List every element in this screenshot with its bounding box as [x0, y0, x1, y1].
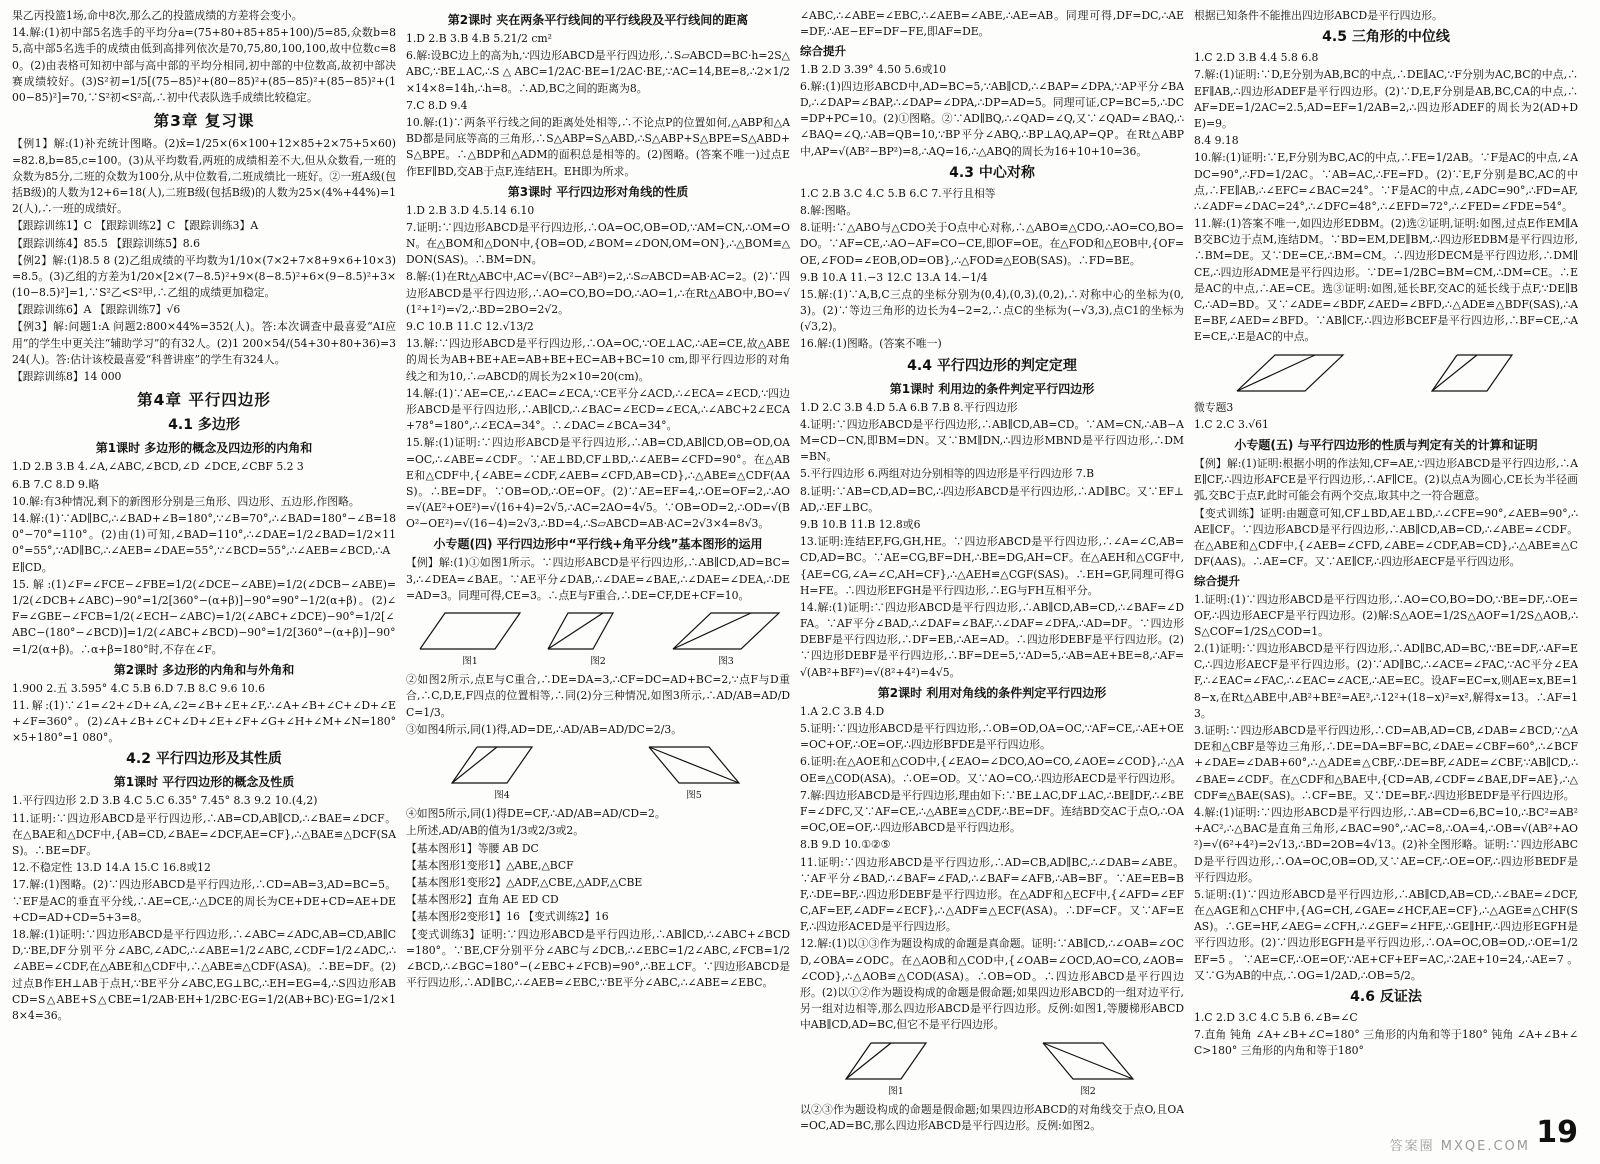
answer-paragraph: 11.证明:∵四边形ABCD是平行四边形,∴AB=CD,AB∥CD,∴∠BAE=∠DCF。在△BAE和△DCF中,{AB=CD,∠BAE=∠DCF,AE=CF},∴△BAE≌△DCF(SAS)。∴BE=DF。 [12, 811, 396, 857]
answer-paragraph: 1.C 2.D 3.C 4.C 5.B 6.∠B=∠C [1194, 1011, 1358, 1024]
answer-paragraph: 10.解:(1)证明:∵E,F分别为BC,AC的中点,∴FE=1/2AB。∵F是AC的中点,∠ADC=90°,∴FD=1/2AC。∵AB=AC,∴FE=FD。(2)∵E,F分别是BC,AC的中点,∴FE∥AB,∴∠EFC=∠BAC=24°。∵F是AC的中点,∠ADC=90°,∴FD=AF,∴∠ADF=∠DAC=24°,∴∠DFC=48°,∴∠EFD=72°,∴∠FED=∠FDE=54°。 [1194, 151, 1578, 213]
figure-caption: 图2 [590, 656, 606, 667]
figure-caption: 图4 [494, 790, 510, 801]
figure-line [673, 613, 779, 649]
answer-paragraph: 12.不稳定性 13.D 14.A 15.C 16.8或12 [12, 861, 211, 875]
figure-line [1432, 355, 1512, 391]
lesson-heading: 第1课时 平行四边形的概念及性质 [113, 775, 295, 790]
sub-heading: 综合提升 [800, 44, 846, 59]
answer-paragraph: 果乙丙投篮1场,命中8次,那么乙的投篮成绩的方差将会变小。 [12, 9, 303, 22]
answer-paragraph: 【基本图形2变形1】16 【变式训练2】16 [406, 910, 609, 924]
figure-line [1237, 355, 1343, 391]
column-4 [1194, 8, 1578, 1148]
answer-paragraph: 8.证明:∵AB=CD,AD=BC,∴四边形ABCD是平行四边形,∴AD∥BC。又∵EF⊥AD,∴EF⊥BC。 [800, 484, 1184, 514]
figure [543, 607, 653, 669]
answer-paragraph: ②如图2所示,点E与C重合,∴DE=DA=3,∴CF=DC=AD+BC=2,∵点F与D重合,∴C,D,E,F四点的位置相等,∴同(2)分三种情况,如图3所示,∴AD/AB=AD/DC=1/3。 [406, 673, 790, 719]
geometry-figure [1427, 349, 1537, 397]
answer-paragraph: 14.解:(1)∵AD∥BC,∴∠BAD+∠B=180°,∵∠B=70°,∴∠BAD=180°−∠B=180°−70°=110°。(2)由(1)可知,∠BAD=110°,∴∠DAE=1/2∠BAD=1/2×110°=55°,∵AD∥BC,∴∠AEB=∠DAE=55°,∵∠BCD=55°,∴∠AEB=∠BCD,∴AE∥CD。 [12, 512, 396, 574]
answer-paragraph: 【例2】解:(1)8.5 8 (2)乙组成绩的平均数为1/10×(7×2+7×8+9×6+10×3)=8.5。(3)乙组的方差为1/20×[2×(7−8.5)²+9×(8−8.5)²+6×(9−8.5)²+3×(10−8.5)²]=1,∵S²乙<S²甲,∴乙组的成绩更加稳定。 [12, 253, 396, 300]
answer-paragraph: ③如图4所示,同(1)得,AD=DE,∴AD/AB=AD/DC=2/3。 [406, 722, 683, 736]
lesson-heading: 小专题(五) 与平行四边形的性质与判定有关的计算和证明 [1234, 437, 1538, 452]
answer-paragraph: 【例3】解:问题1:A 问题2:800×44%=352(人)。答:本次调查中最喜爱“AI应用”的学生中更关注“辅助学习”的有32人。(2)1 200×54/(54+30+80+36)=324(人)。答:估计该校最喜爱“科普讲座”的学生有324人。 [12, 320, 396, 366]
sub-heading: 综合提升 [1194, 574, 1240, 589]
figure-row [800, 1037, 1184, 1099]
answer-paragraph: 【基本图形1变形2】△ADF,△CBE,△ADF,△CBE [406, 876, 643, 889]
answer-paragraph: ∠ABC,∴∠ABE=∠EBC,∴∠AEB=∠ABE,∴AE=AB。同理可得,DF=DC,∴AE=DF,∴AE−EF=DF−FE,即AF=DE。 [800, 9, 1184, 39]
lesson-heading: 第1课时 利用边的条件判定平行四边形 [889, 381, 1095, 396]
answer-paragraph: 1.平行四边形 2.D 3.B 4.C 5.C 6.35° 7.45° 8.3 9.2 10.(4,2) [12, 794, 318, 808]
answer-paragraph: 4.证明:∵四边形ABCD是平行四边形,∴AB∥CD,AB=CD。∵AM=CN,∴AB−AM=CD−CN,即BM=DN。又∵BM∥DN,∴四边形MBND是平行四边形,∴DM=BN。 [800, 417, 1184, 464]
answer-paragraph: 18.解:(1)证明:∵四边形ABCD是平行四边形,∴∠ABC=∠ADC,AB=CD,AB∥CD,∵BE,DF分别平分∠ABC,∠ADC,∴∠ABE=1/2∠ABC,∠CDF=1/2∠ADC,∴∠ABE=∠CDF,在△ABE和△CDF中,∴△ABE≌△CDF(ASA)。∴BE=DF。(2)过点B作EH⊥AB于点H,∵BE平分∠ABC,EG⊥BC,∴EH=EG=4,∴S四边形ABCD=S△ABE+S△CBE=1/2AB·EH+1/2BC·EG=1/2(AB+BC)·EG=1/2×18×4=36。 [12, 927, 396, 1022]
geometry-figure [671, 607, 781, 655]
answer-paragraph: 【例】解:(1)证明:根据小明的作法知,CF=AE,∵四边形ABCD是平行四边形,∴AE∥CF,∴四边形AFCE是平行四边形,∴AF∥CE。(2)以点A为圆心,CE长为半径画弧,交BC于点F,此时可能会有两个交点,取其中之一符合题意。 [1194, 456, 1578, 503]
figure-row [1194, 349, 1578, 397]
answer-paragraph: 2.(1)证明:∵四边形ABCD是平行四边形,∴AD∥BC,AD=BC,∵BE=DF,∴AF=EC,∴四边形AECF是平行四边形。(2)∵AD∥BC,∴∠ACE=∠FAC,∵AC平分∠EAF,∴∠EAC=∠FAC,∴∠EAC=∠ACE,∴AE=EC。设AF=EC=x,则AE=x,BE=18−x,在Rt△ABE中,AB²+BE²=AE²,∴12²+(18−x)²=x²,解得x=13。∴AF=13。 [1194, 642, 1578, 720]
figure-line [548, 613, 603, 649]
geometry-figure [543, 607, 653, 655]
watermark: 答案圈 MXQE.COM [1389, 1139, 1530, 1154]
answer-paragraph: 1.C 2.B 3.C 4.C 5.B 6.C 7.平行且相等 [800, 186, 996, 200]
answer-paragraph: 【变式训练3】证明:∵四边形ABCD是平行四边形,∴AB∥CD,∴∠ABC+∠BCD=180°。∵BE,CF分别平分∠ABC与∠DCB,∴∠EBC=1/2∠ABC,∠FCB=1/2∠BCD,∴∠BGC=180°−(∠EBC+∠FCB)=90°,∴BE⊥CF。∵四边形ABCD是平行四边形,∴AD∥BC,∴∠AEB=∠EBC,∵BE平分∠ABC,∴∠ABE=∠EBC。 [406, 927, 790, 990]
answer-paragraph: 1.C 2.C 3.√61 [1194, 417, 1269, 431]
answer-paragraph: 8.证明:∵△ABO与△CDO关于O点中心对称,∴△ABO≌△CDO,∴AO=CO,BO=DO。∵AF=CE,∴AO−AF=CO−CE,即OF=OE。在△FOD和△EOB中,{OF=OE,∠FOD=∠EOB,OD=OB},∴△FOD≌△EOB(SAS)。∴FD=BE。 [800, 221, 1184, 267]
figure-caption: 图5 [686, 790, 702, 801]
lesson-heading: 第1课时 多边形的概念及四边形的内角和 [95, 441, 313, 456]
answer-paragraph: ④如图5所示,同(1)得DE=CF,∴AD/AB=AD/CD=2。 [406, 807, 666, 821]
figure-line [1237, 355, 1315, 391]
section-heading: 4.1 多边形 [168, 417, 240, 434]
section-heading: 4.5 三角形的中位线 [1322, 29, 1450, 46]
answer-paragraph: 1.900 2.五 3.595° 4.C 5.B 6.D 7.B 8.C 9.6 10.6 [12, 681, 265, 695]
answer-paragraph: 6.B 7.C 8.D 9.略 [12, 477, 100, 491]
figure-row [406, 741, 790, 803]
figure-line [673, 613, 751, 649]
answer-paragraph: 【例1】解:(1)补充统计图略。(2)x̄=1/25×(6×100+12×85+2×75+5×60)=82.8,b=85,c=100。(3)从平均数看,两班的成绩相差不大,但从众数看,一班的众数为85分,二班的众数为100分,从中位数看,二班成绩比一班好。②一班A级(包括B级)的人数为12+6=18(人),二班B级(包括B级)的人数为25×(4%+44%)=12(人),∴一班的成绩好。 [12, 137, 396, 216]
figure-caption: 图1 [462, 656, 478, 667]
answer-paragraph: 【跟踪训练6】A 【跟踪训练7】√6 [12, 303, 181, 317]
figure [1033, 1037, 1143, 1099]
section-heading: 4.3 中心对称 [949, 164, 1035, 181]
answer-paragraph: 1.D 2.C 3.B 4.D 5.A 6.B 7.B 8.平行四边形 [800, 400, 1018, 414]
answer-paragraph: 根据已知条件不能推出四边形ABCD是平行四边形。 [1194, 9, 1443, 22]
answer-paragraph: 【例】解:(1)①如图1所示。∵四边形ABCD是平行四边形,∴AB∥CD,AD=BC=3,∴∠DEA=∠BAE。∵AE平分∠DAB,∴∠DAE=∠BAE,∴∠DAE=∠DEA,∴DE=AD=3。同理可得,CE=3。∴点E与F重合,∴DE=CF,DE+CF=10。 [406, 556, 790, 602]
figure [639, 741, 749, 803]
section-heading: 4.2 平行四边形及其性质 [126, 751, 282, 768]
figure-caption: 图3 [718, 656, 734, 667]
figure [1427, 349, 1537, 397]
answer-paragraph: 11.证明:∵四边形ABCD是平行四边形,∴AD=CB,AD∥BC,∴∠DAB=∠ABE。∵AF平分∠BAD,∴∠BAF=∠FAD,∴∠BAF=∠AFB,∴AB=BF。∵AE=EB=BF,∴DE=BF,∴四边形DEBF是平行四边形。在△ADF和△ECF中,{∠AFD=∠EFC,AF=EF,∠ADF=∠ECF},∴△ADF≌△ECF(ASA)。∴DF=CF。又∵AF=EF,∴四边形ACED是平行四边形。 [800, 855, 1184, 934]
figure-line [452, 747, 532, 783]
answer-paragraph: 1.证明:(1)∵四边形ABCD是平行四边形,∴AO=CO,BO=DO,∵BE=DF,∴OE=OF,∴四边形AECF是平行四边形。(2)解:S△AOE=1/2S△AOF=1/2S△AOB,∴S△COF=1/2S△COD=1。 [1194, 592, 1578, 638]
figure-line [846, 1043, 926, 1079]
figure-line [1043, 1043, 1133, 1079]
section-heading: 4.4 平行四边形的判定定理 [907, 357, 1077, 374]
chapter-heading: 第4章 平行四边形 [137, 391, 271, 410]
answer-paragraph: 7.直角 钝角 ∠A+∠B+∠C=180° 三角形的内角和等于180° 钝角 ∠A+∠B+∠C>180° 三角形的内角和等于180° [1194, 1028, 1578, 1058]
answer-paragraph: 7.C 8.D 9.4 [406, 98, 468, 112]
lesson-heading: 小专题(四) 平行四边形中“平行线+角平分线”基本图形的运用 [433, 537, 763, 552]
geometry-figure [1033, 1037, 1143, 1085]
answer-paragraph: 6.解:设BC边上的高为h,∵四边形ABCD是平行四边形,∴S▱ABCD=BC·h=2S△ABC,∵BE⊥AC,∴S△ABC=1/2AC·BE=1/2AC·BE,∵AC=14,BE=8,∴2×1/2×14×8=14h,∴h=8。∴AD,BC之间的距离为8。 [406, 49, 790, 95]
column-3 [800, 8, 1184, 1148]
geometry-figure [1235, 349, 1345, 397]
answer-paragraph: 9.C 10.B 11.C 12.√13/2 [406, 320, 534, 333]
answer-paragraph: 1.A 2.C 3.B 4.D [800, 704, 885, 718]
answer-paragraph: 7.解:四边形ABCD是平行四边形,理由如下:∵BE⊥AC,DF⊥AC,∴BE∥DF,∴∠BEF=∠DFC,又∵AF=CE,∴△ABE≌△CDF,∴BE=DF。连结BD交AC于点O,∴OA=OC,OE=OF,∴四边形ABCD是平行四边形。 [800, 788, 1184, 835]
answer-paragraph: 13.证明:连结EF,FG,GH,HE。∵四边形ABCD是平行四边形,∴∠A=∠C,AB=CD,AD=BC。∵AE=CG,BF=DH,∴BE=DG,AH=CF。在△AEH和△CGF中,{AE=CG,∠A=∠C,AH=CF},∴△AEH≌△CGF(SAS)。∴EH=GF,同理可得GH=FE。∴四边形EFGH是平行四边形,∴EG与FH互相平分。 [800, 535, 1184, 597]
section-heading: 4.6 反证法 [1350, 989, 1422, 1005]
answer-paragraph: 14.解:(1)初中部5名选手的平均分a=(75+80+85+85+100)/5=85,众数b=85,高中部5名选手的成绩由低到高排列依次是70,75,80,100,100,故中位数c=80。(2)由表格可知初中部与高中部的平均分相同,初中部的中位数高,故初中部决赛成绩较好。(3)S²初=1/5[(75−85)²+(80−85)²+(85−85)²+(85−85)²+(100−85)²]=70,∵S²初<S²高,∴初中代表队选手成绩比较稳定。 [12, 26, 396, 104]
answer-paragraph: 7.解:(1)证明:∵D,E分别为AB,BC的中点,∴DE∥AC,∵F分别为AC,BC的中点,∴EF∥AB,∴四边形ADEF是平行四边形。(2)∵D,E,F分别是AB,BC,CA的中点,∴AF=DE=1/2AC=2.5,AD=EF=1/2AB=2,∴四边形ADEF的周长为2(AD+DE)=9。 [1194, 68, 1578, 130]
answer-paragraph: 6.证明:在△AOE和△COD中,{∠EAO=∠DCO,AO=CO,∠AOE=∠COD},∴△AOE≌△COD(ASA)。∴OE=OD。又∵AO=CO,∴四边形AECD是平行四边形。 [800, 755, 1184, 785]
answer-paragraph: 5.证明:(1)∵四边形ABCD是平行四边形,∴AB∥CD,AB=CD,∴∠BAE=∠DCF,在△AGE和△CHF中,{AG=CH,∠GAE=∠HCF,AE=CF},∴△AGE≌△CHF(SAS)。∴GE=HF,∠AEG=∠CFH,∴∠GEF=∠HFE,∴GE∥HF,∴四边形EGFH是平行四边形。(2)∵四边形EGFH是平行四边形,∴OA=OC,OB=OD,∴OE=1/2EF=5。∵AE=CF,∴OE=OF,∵AE+CF+EF=AC,∴2AE+10=24,∴AE=7。又∵G为AB的中点,∴OG=1/2AD,∴OB=5/2。 [1194, 887, 1578, 982]
answer-paragraph: 10.解:(1)∵两条平行线之间的距离处处相等,∴不论点P的位置如何,△ABP和△ABD都是同底等高的三角形,∴S△ABP=S△ABD,∴S△ABP+S△BPE=S△ABD+S△BPE。∴△BDP和△ADM的面积总是相等的。(2)图略。(答案不唯一)过点E作EF∥BD,交AB于点F,连结EH。EH即为所求。 [406, 115, 790, 178]
answer-paragraph: 8.解:(1)在Rt△ABC中,AC=√(BC²−AB²)=2,∴S▱ABCD=AB·AC=2。(2)∵四边形ABCD是平行四边形,∴AO=CO,BO=DO,∴AO=1,∴在Rt△ABO中,BO=√(1²+1²)=√2,∴BD=2BO=2√2。 [406, 270, 790, 316]
answer-paragraph: 5.平行四边形 6.两组对边分别相等的四边形是平行四边形 7.B [800, 467, 1095, 481]
answer-paragraph: 15.解:(1)∠F=∠FCE−∠FBE=1/2(∠DCE−∠ABE)=1/2(∠DCB−∠ABE)=1/2(∠DCB+∠ABC)−90°=1/2[360°−(α+β)]−90°=90°−1/2(α+β)。(2)∠F=∠GBE−∠FCB=1/2(∠ECH−∠ABC)=1/2(∠ABC+∠DCE)−90°=1/2[∠ABC−(180°−∠BCD)]=1/2(∠ABC+∠BCD)−90°=1/2[360°−(α+β)]−90°=1/2(α+β)。∴α+β=180°时,不存在∠F。 [12, 577, 396, 656]
figure-line [649, 747, 739, 783]
figure-caption: 图1 [888, 1085, 904, 1097]
geometry-figure [415, 607, 525, 655]
answer-paragraph: 1.D 2.B 3.B 4.∠A,∠ABC,∠BCD,∠D ∠DCE,∠CBF 5.2 3 [12, 460, 304, 474]
figure [671, 607, 781, 669]
answer-paragraph: 12.解:(1)以①③作为题设构成的命题是真命题。证明:∵AB∥CD,∴∠OAB=∠OCD,∠OBA=∠ODC。在△AOB和△COD中,{∠OAB=∠OCD,AO=CO,∠AOB=∠COD},∴△AOB≌△COD(ASA)。∴OB=OD。∴四边形ABCD是平行四边形。(2)以①②作为题设构成的命题是假命题;如果四边形ABCD的一组对边平行,另一组对边相等,那么四边形ABCD是平行四边形。反例:如图1,等腰梯形ABCD中AB∥CD,AD=BC,但它不是平行四边形。 [800, 937, 1184, 1032]
answer-paragraph: 1.C 2.D 3.B 4.4 5.8 6.8 [1194, 51, 1319, 65]
answer-paragraph: 15.解:(1)∵A,B,C三点的坐标分别为(0,4),(0,3),(0,2),∴对称中心的坐标为(0,3)。(2)∵等边三角形的边长为4−2=2,∴点C的坐标为(−√3,3),点C1的坐标为(√3,2)。 [800, 287, 1184, 334]
answer-paragraph: 14.解:(1)∵AE=CE,∴∠EAC=∠ECA,∵CE平分∠ACD,∴∠ECA=∠ECD,∵四边形ABCD是平行四边形,∴AB∥CD,∴∠BAC=∠ECD=∠ECA,∴∠ABC+2∠ECA+78°=180°,∴∠ECA=34°。∴∠DAC=∠BCA=34°。 [406, 386, 790, 433]
figure-line [548, 613, 613, 649]
column-1 [12, 8, 396, 1148]
figure-line [1432, 355, 1477, 391]
answer-paragraph: 15.解:(1)证明:∵四边形ABCD是平行四边形,∴AB=CD,AB∥CD,OB=OD,OA=OC,∴∠ABE=∠CDF。∵AE⊥BD,CF⊥BD,∴∠AEB=∠CFD=90°。在△ABE和△CDF中,{∠ABE=∠CDF,∠AEB=∠CFD,AB=CD},∴△ABE≌△CDF(AAS)。∴BE=DF。∵OB=OD,∴OE=OF。(2)∵AE=EF=4,∴OE=OF=2,∴AO=√(AE²+OE²)=√(16+4)=2√5,∴AC=2AO=4√5。∵OB=OD=2,∴OD=√(BO²−OE²)=√(16−4)=2√3,∴BD=4,∴S▱ABCD=AB·AC=2√3×4=8√3。 [406, 436, 790, 531]
lesson-heading: 第3课时 平行四边形对角线的性质 [507, 184, 689, 199]
figure-caption: 图2 [1080, 1085, 1096, 1097]
figure-line [452, 747, 497, 783]
answer-paragraph: 1.B 2.D 3.39° 4.50 5.6或10 [800, 62, 947, 76]
answer-paragraph: 3.证明:∵四边形ABCD是平行四边形,∴CD=AB,AD=CB,∠DAB=∠BCD,∵△ADE和△CBF是等边三角形,∴DE=DA=BF=BC,∠DAE=∠CBF=60°,∴∠BCF+∠DAE=∠DAB+60°,∴△ADE≌△CBF,∴DE=BF,∠ADE=∠CBF,∵AB∥CD,∴∠BAE=∠CDF。在△CDF和△BAE中,{CD=AB,∠CDF=∠BAE,DF=AE},∴△CDF≌△BAE(SAS)。∴CF=BE。又∵DE=BF,∴四边形BEDF是平行四边形。 [1194, 724, 1578, 802]
geometry-figure [639, 741, 749, 789]
answer-paragraph: 1.D 2.B 3.D 4.5.14 6.10 [406, 203, 535, 217]
answer-paragraph: 11.解:(1)答案不唯一,如四边形EDBM。(2)选②证明,证明:如图,过点E作EM∥AB交BC边于点M,连结DM。∵BD=EM,DE∥BM,∴四边形EDBM是平行四边形,∴BM=DE。又∵DE=CE,∴BM=CM。∴四边形DECM是平行四边形,∴DM∥CE,∴四边形ADME是平行四边形。∵DE=1/2BC=BM=CM,∴DM=CE。∴E是AC的中点,∴AE=CE。选③证明:如图,延长BF,交AC的延长线于点F,∵DE∥BC,∴AD=BD。又∵∠ADE=∠BDF,∠AED=∠BFD,∴△ADE≌△BDF(SAS),∴AE=BF,∠AED=∠BFD。∵AB∥CF,∴四边形BCEF是平行四边形,∴BF=CE,∴AE=CE,∴E是AC的中点。 [1194, 217, 1578, 344]
answer-paragraph: 1.D 2.B 3.B 4.B 5.21/2 cm² [406, 32, 552, 45]
geometry-figure [447, 741, 557, 789]
answer-paragraph: 5.证明:∵四边形ABCD是平行四边形,∴OB=OD,OA=OC,∵AF=CE,∴AE+OE=OC+OF,∴OE=OF,∴四边形BFDE是平行四边形。 [800, 722, 1184, 752]
answer-paragraph: 9.B 10.B 11.B 12.8或6 [800, 517, 921, 531]
figure-row [406, 607, 790, 669]
answer-paragraph: 9.B 10.A 11.−3 12.C 13.A 14.−1/4 [800, 270, 988, 284]
answer-paragraph: 11.解:(1)∵∠1=∠2+∠D+∠A,∠2=∠B+∠E+∠F,∴∠A+∠B+∠C+∠D+∠E+∠F=360°。(2)∠A+∠B+∠C+∠D+∠E+∠F+∠G+∠H+∠M+∠N=180°×5+180°=1 080°。 [12, 698, 396, 745]
answer-paragraph: 上所述,AD/AB的值为1/3或2/3或2。 [406, 824, 585, 838]
lesson-heading: 第2课时 夹在两条平行线间的平行线段及平行线间的距离 [447, 13, 749, 27]
figure-line [846, 1043, 891, 1079]
answer-paragraph: 16.解:(1)图略。(答案不唯一) [800, 337, 942, 351]
column-2 [406, 8, 790, 1148]
figure [1235, 349, 1345, 397]
geometry-figure [841, 1037, 951, 1085]
answer-paragraph: 【跟踪训练1】C 【跟踪训练2】C 【跟踪训练3】A [12, 219, 259, 233]
answer-paragraph: 8.4 9.18 [1194, 134, 1239, 148]
answer-paragraph: 8.B 9.D 10.①②⑤ [800, 838, 891, 852]
answer-paragraph: 【跟踪训练4】85.5 【跟踪训练5】8.6 [12, 236, 200, 250]
figure-line [420, 613, 520, 649]
figure [841, 1037, 951, 1099]
answer-paragraph: 13.解:∵四边形ABCD是平行四边形,∴OA=OC,∵OE⊥AC,∴AE=CE,故△ABE的周长为AB+BE+AE=AB+BE+EC=AB+BC=10 cm,即平行四边形的对角线之和为10,∴▱ABCD的周长为2×10=20(cm)。 [406, 337, 790, 383]
answer-paragraph: 【基本图形1】等腰 AB DC [406, 841, 539, 855]
answer-paragraph: 6.解:(1)四边形ABCD中,AD=BC=5,∵AB∥CD,∴∠BAP=∠DPA,∵AP平分∠BAD,∴∠DAP=∠BAP,∴∠DAP=∠DPA,∴DP=AD=5。同理可证,CP=BC=5,∴DC=DP+PC=10。(2)①图略。②∵AD∥BQ,∴∠QAD=∠Q,又∵∠QAD=∠BAQ,∴∠BAQ=∠Q,∴AB=QB=10,∵BP平分∠ABQ,∴BP⊥AQ,AP=QP。在Rt△ABP中,AP=√(AB²−BP²)=8,∴AQ=16,∴△ABQ的周长为16+10+10=36。 [800, 79, 1184, 158]
answer-paragraph: 10.解:有3种情况,剩下的新图形分别是三角形、四边形、五边形,作图略。 [12, 494, 360, 508]
page-number: 19 [1536, 1115, 1578, 1150]
answer-paragraph: 【基本图形2】直角 AE ED CD [406, 893, 559, 907]
lesson-heading: 第2课时 多边形的内角和与外角和 [113, 662, 295, 677]
answer-paragraph: 【跟踪训练8】14 000 [12, 370, 122, 383]
figure [415, 607, 525, 669]
answer-paragraph: 【基本图形1变形1】△ABE,△BCF [406, 858, 574, 872]
figure [447, 741, 557, 803]
lesson-heading: 第2课时 利用对角线的条件判定平行四边形 [877, 685, 1107, 700]
answer-paragraph: 以②③作为题设构成的命题是假命题;如果四边形ABCD的对角线交于点O,且OA=OC,AD=BC,那么四边形ABCD是平行四边形。反例:如图2。 [800, 1102, 1184, 1132]
chapter-heading: 第3章 复习课 [153, 112, 255, 131]
answer-paragraph: 8.解:图略。 [800, 203, 858, 217]
answer-paragraph: 【变式训练】证明:由题意可知,CF⊥BD,AE⊥BD,∴∠CFE=90°,∠AEB=90°,∴AE∥CF。∵四边形ABCD是平行四边形,∴AB∥CD,AB=CD,∴∠ABE=∠CDF。在△ABE和△CDF中,{∠AEB=∠CFD,∠ABE=∠CDF,AB=CD},∴△ABE≌△CDF(AAS)。∴AE=CF。又∵AE∥CF,∴四边形AECF是平行四边形。 [1194, 506, 1578, 569]
answer-paragraph: 7.证明:∵四边形ABCD是平行四边形,∴OA=OC,OB=OD,∵AM=CN,∴OM=ON。在△BOM和△DON中,{OB=OD,∠BOM=∠DON,OM=ON},∴△BOM≌△DON(SAS)。∴BM=DN。 [406, 220, 790, 267]
answer-paragraph: 17.解:(1)图略。(2)∵四边形ABCD是平行四边形,∴CD=AB=3,AD=BC=5。∵EF是AC的垂直平分线,∴AE=CE,∴△DCE的周长为CE+DE+CD=AE+DE+CD=AD+CD=5+3=8。 [12, 878, 396, 924]
answer-paragraph: 4.解:(1)证明:∵四边形ABCD是平行四边形,∴AB=CD=6,BC=10,∴BC²=AB²+AC²,∴△BAC是直角三角形,∠BAC=90°,∴AC=8,∴OA=4,∴OB=√(AB²+AO²)=√(6²+4²)=2√13,∴BD=2OB=4√13。(2)补全图形略。证明:∵四边形ABCD是平行四边形,∴OA=OC,OB=OD,又∵AE=CF,∴OE=OF,∴四边形BEDF是平行四边形。 [1194, 805, 1578, 884]
answer-paragraph: 14.解:(1)证明:∵四边形ABCD是平行四边形,∴AB∥CD,AB=CD,∴∠BAF=∠DFA。∵AF平分∠BAD,∴∠DAF=∠BAF,∴∠DAF=∠DFA,∴AD=DF。∵四边形DEBF是平行四边形,∴DF=EB,∴AE=AD。∴四边形DEBF是平行四边形。(2)∵四边形DEBF是平行四边形,∴BF=DE=5,∵AD=5,∴AB=AE+BE=8,∴AF=√(AB²+BF²)=√(8²+4²)=4√5。 [800, 600, 1184, 679]
answer-paragraph: 微专题3 [1194, 400, 1234, 414]
